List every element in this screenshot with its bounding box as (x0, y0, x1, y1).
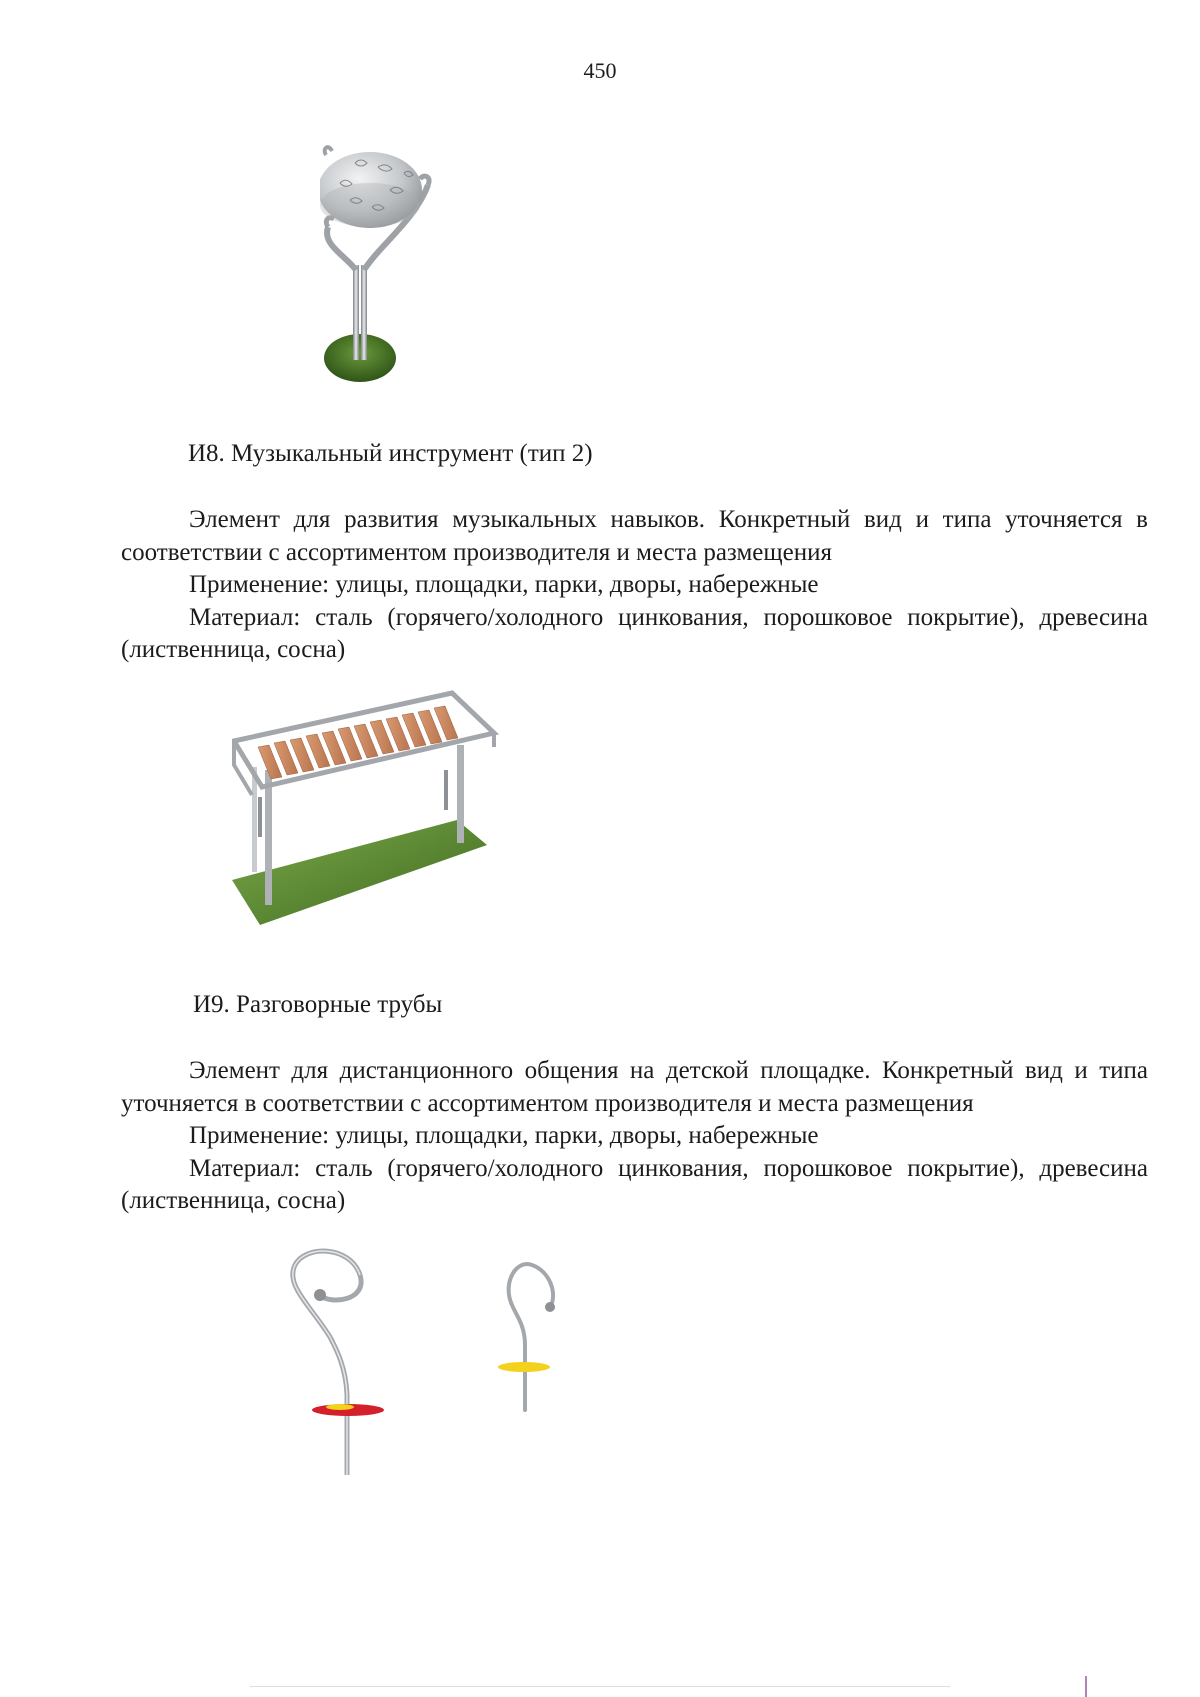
material-paragraph: Материал: сталь (горячего/холодного цинкования, порошковое покрытие), древесина (лиственница, сосна) (121, 1154, 1148, 1214)
page-number: 450 (583, 58, 617, 83)
application-paragraph: Применение: улицы, площадки, парки, дворы, набережные (189, 571, 819, 598)
talking-tubes-image (280, 1245, 590, 1475)
description-paragraph: Элемент для дистанционного общения на детской площадке. Конкретный вид и типа уточняется в соответствии с ассортиментом производителя и места размещения (121, 1057, 1148, 1117)
xylophone-image (232, 685, 522, 930)
application-paragraph: Применение: улицы, площадки, парки, дворы, набережные (189, 1122, 819, 1149)
edge-mark (1085, 1676, 1087, 1697)
drum-instrument-image (320, 145, 480, 395)
bottom-scan-line (250, 1686, 950, 1687)
section-body-i9 (121, 1055, 1148, 1218)
section-heading-i8: И8. Музыкальный инструмент (тип 2) (188, 440, 593, 467)
section-body-i8 (121, 504, 1148, 667)
material-paragraph: Материал: сталь (горячего/холодного цинкования, порошковое покрытие), древесина (лиственница, сосна) (121, 603, 1148, 663)
description-paragraph: Элемент для развития музыкальных навыков. Конкретный вид и типа уточняется в соответствии с ассортиментом производителя и места размещения (121, 506, 1148, 566)
section-heading-i9: И9. Разговорные трубы (193, 991, 443, 1018)
